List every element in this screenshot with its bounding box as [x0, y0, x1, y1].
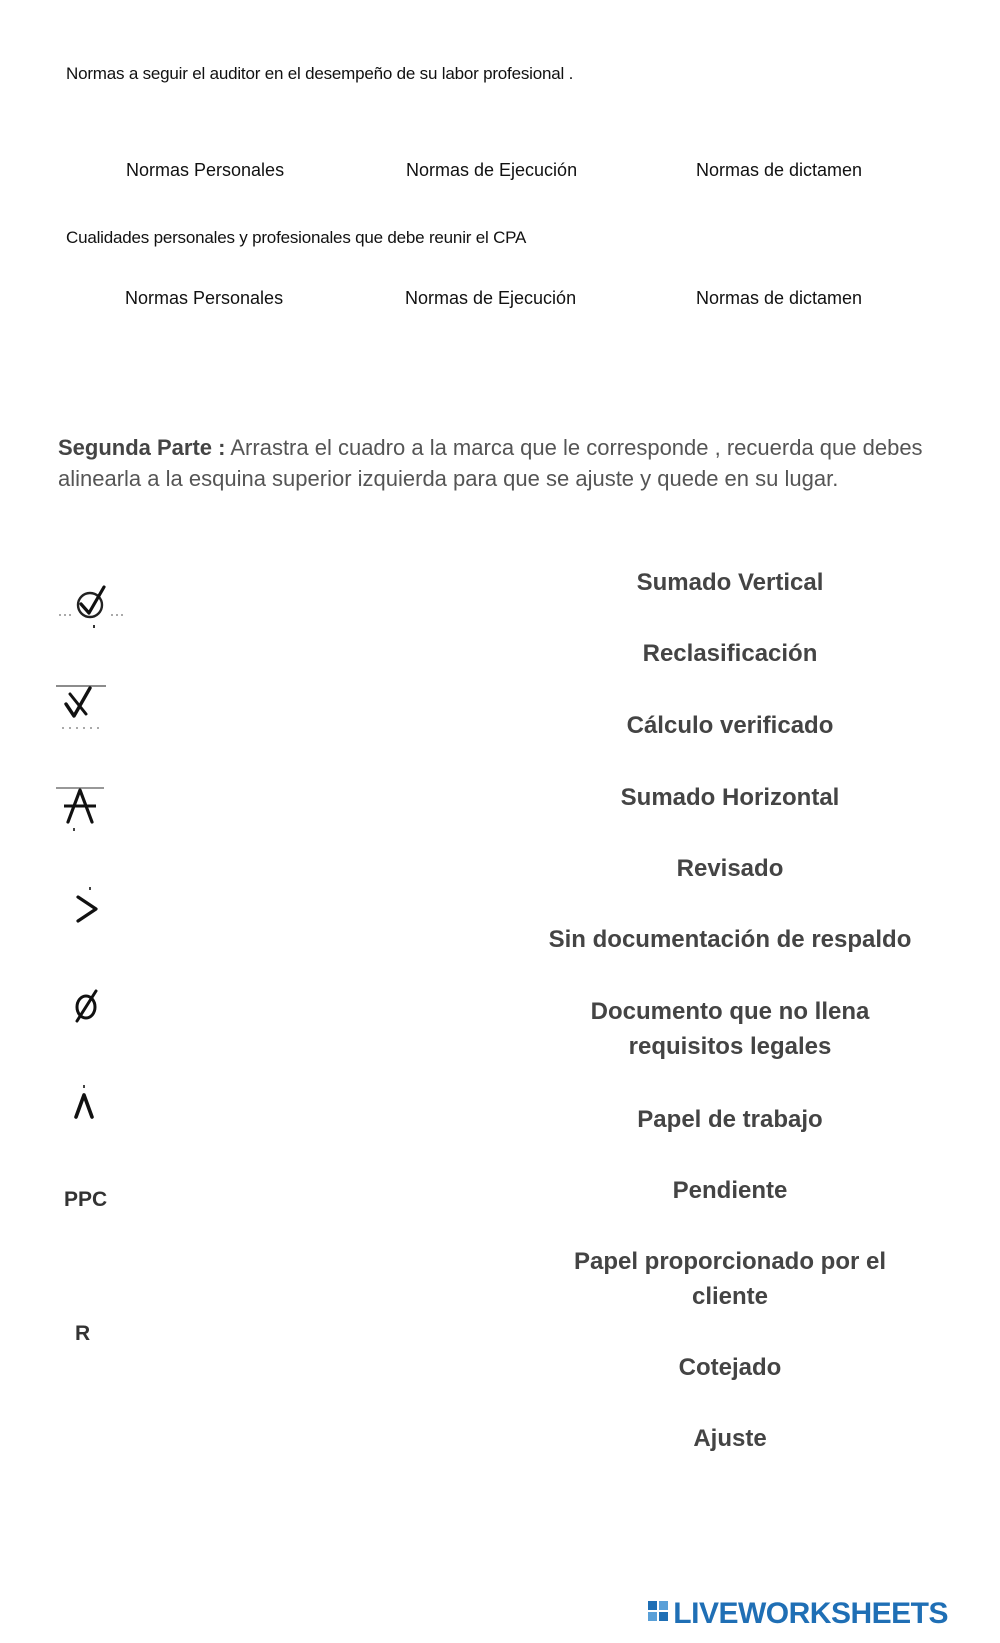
caret-icon [56, 1085, 136, 1145]
word-sumado-vertical[interactable]: Sumado Vertical [636, 569, 824, 596]
q2-option-ejecucion[interactable]: Normas de Ejecución [405, 288, 577, 308]
word-cotejado[interactable]: Cotejado [678, 1354, 782, 1381]
word-sumado-horizontal[interactable]: Sumado Horizontal [620, 784, 840, 811]
overlined-check-icon [56, 680, 136, 740]
liveworksheets-brand: LIVEWORKSHEETS [673, 1597, 948, 1630]
circled-check-icon [56, 575, 136, 635]
word-calculo-verificado[interactable]: Cálculo verificado [626, 712, 834, 739]
q2-option-personales[interactable]: Normas Personales [125, 288, 284, 308]
instructions-heading: Segunda Parte : [58, 435, 226, 460]
question-1: Normas a seguir el auditor en el desempeño de su labor profesional . [66, 64, 574, 83]
word-revisado[interactable]: Revisado [676, 855, 784, 882]
liveworksheets-logo [648, 1597, 948, 1631]
word-reclasificacion[interactable]: Reclasificación [642, 640, 818, 667]
question-2: Cualidades personales y profesionales que debe reunir el CPA [66, 228, 527, 247]
word-pendiente[interactable]: Pendiente [672, 1177, 788, 1204]
q1-option-dictamen[interactable]: Normas de dictamen [696, 160, 863, 180]
q2-option-dictamen[interactable]: Normas de dictamen [696, 288, 863, 308]
word-sin-documentacion[interactable]: Sin documentación de respaldo [548, 926, 912, 953]
q1-option-personales[interactable]: Normas Personales [126, 160, 285, 180]
q1-option-ejecucion[interactable]: Normas de Ejecución [406, 160, 578, 180]
word-papel-proporcionado[interactable]: Papel proporcionado por el cliente [573, 1248, 887, 1310]
instructions-text: Arrastra el cuadro a la marca que le corresponde , recuerda que debes alinearla a la esquina superior izquierda para que se ajuste y quede en su lugar. [58, 435, 923, 491]
liveworksheets-logo-icon [648, 1599, 670, 1630]
word-papel-de-trabajo[interactable]: Papel de trabajo [637, 1106, 823, 1133]
greater-than-icon [56, 885, 136, 945]
crossed-a-icon [56, 782, 136, 842]
mark-ppc: PPC [64, 1188, 108, 1211]
word-documento-requisitos[interactable]: Documento que no llena requisitos legales [590, 998, 870, 1060]
slashed-o-icon [56, 985, 136, 1045]
mark-r: R [75, 1322, 91, 1345]
instructions [58, 432, 938, 494]
word-ajuste[interactable]: Ajuste [693, 1425, 767, 1452]
